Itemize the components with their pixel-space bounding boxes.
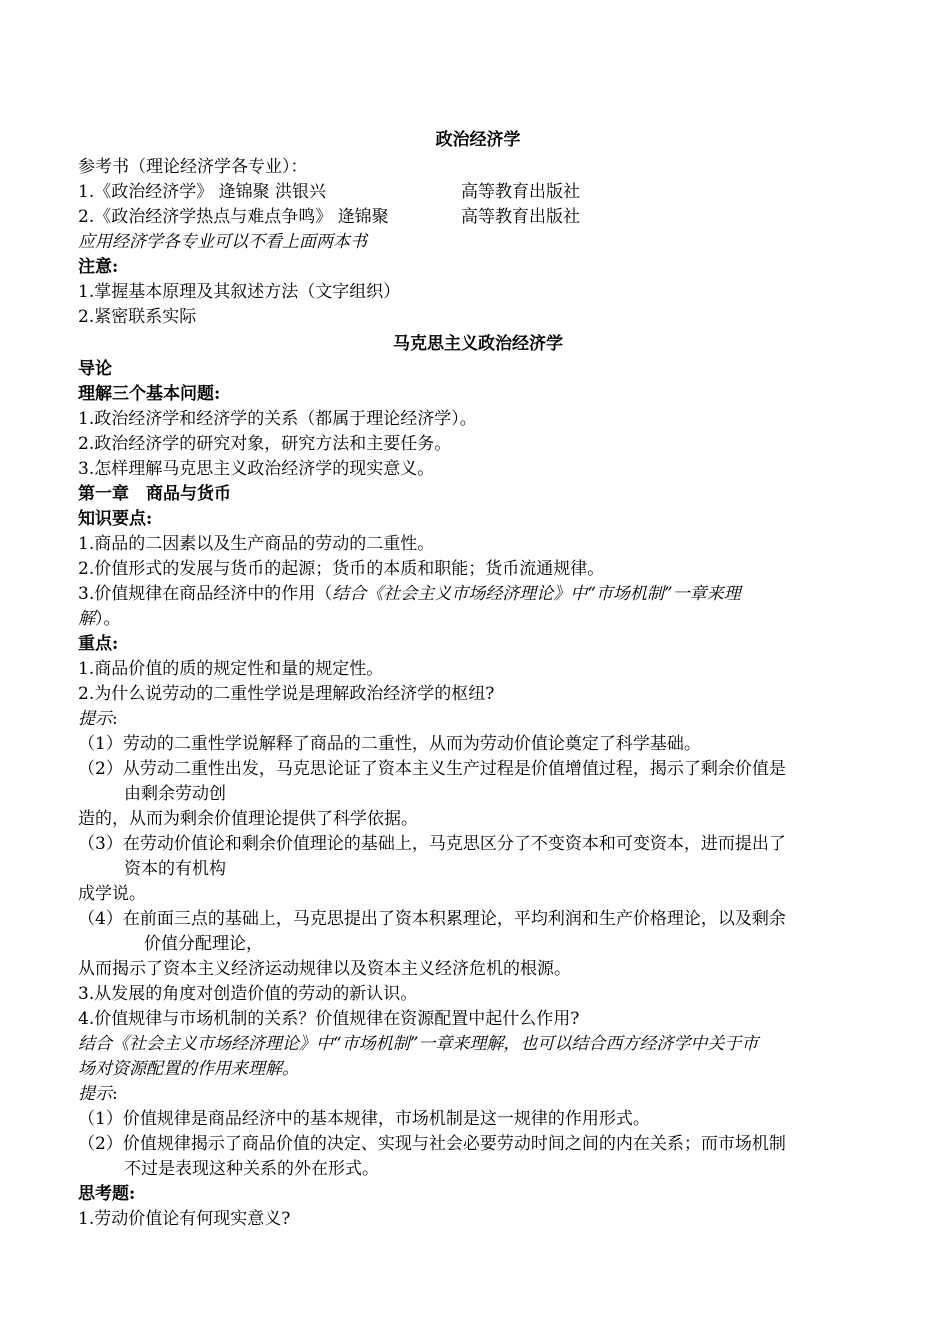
hint-colon: : — [112, 709, 118, 729]
key-item: 1.商品价值的质的规定性和量的规定性。 — [78, 659, 384, 679]
key-item: 2.为什么说劳动的二重性学说是理解政治经济学的枢纽? — [78, 684, 495, 704]
hint-label-text: 提示 — [78, 709, 112, 729]
reference-heading: 参考书（理论经济学各专业）： — [78, 157, 308, 177]
hint-item: （3）在劳动价值论和剩余价值理论的基础上，马克思区分了不变资本和可变资本，进而提出了 — [78, 834, 786, 854]
hint-item-cont: 由剩余劳动创 — [124, 784, 226, 804]
hint-item-cont: 价值分配理论， — [144, 934, 263, 954]
knowledge-item: 2.价值形式的发展与货币的起源；货币的本质和职能；货币流通规律。 — [78, 559, 605, 579]
knowledge-item-3-italic: 结合《社会主义市场经济理论》中“市场机制”一章来理 — [332, 584, 741, 604]
knowledge-item-3 — [78, 582, 878, 607]
document-title: 政治经济学 — [435, 130, 521, 150]
hint-item-cont: 成学说。 — [78, 884, 146, 904]
hint-label-2 — [78, 1082, 878, 1107]
key-heading: 重点: — [78, 634, 119, 654]
hint-label-2-text: 提示 — [78, 1084, 112, 1104]
hint-item: （2）从劳动二重性出发，马克思论证了资本主义生产过程是价值增值过程，揭示了剩余价值是 — [78, 759, 786, 779]
hint-item-cont: 资本的有机构 — [124, 859, 226, 879]
intro-heading: 导论 — [78, 359, 112, 379]
hint-item: （4）在前面三点的基础上，马克思提出了资本积累理论，平均利润和生产价格理论，以及剩余 — [78, 909, 786, 929]
book-1-title: 1.《政治经济学》 逄锦聚 洪银兴 — [78, 182, 327, 202]
hint-item-cont: 不过是表现这种关系的外在形式。 — [124, 1159, 379, 1179]
hint-item: （2）价值规律揭示了商品价值的决定、实现与社会必要劳动时间之间的内在关系；而市场机制 — [78, 1134, 786, 1154]
knowledge-item-3-prefix: 3.价值规律在商品经济中的作用（ — [78, 584, 333, 604]
intro-item: 1.政治经济学和经济学的关系（都属于理论经济学）。 — [78, 409, 477, 429]
hint-item-cont: 造的，从而为剩余价值理论提供了科学依据。 — [78, 809, 418, 829]
reference-book-2 — [78, 205, 878, 230]
key-item-note: 结合《社会主义市场经济理论》中“市场机制”一章来理解，也可以结合西方经济学中关于市 — [78, 1034, 759, 1054]
intro-item: 3.怎样理解马克思主义政治经济学的现实意义。 — [78, 459, 435, 479]
question-item: 1.劳动价值论有何现实意义? — [78, 1209, 291, 1229]
knowledge-item-3-cont — [78, 607, 878, 632]
attention-heading: 注意: — [78, 257, 119, 277]
book-2-title: 2.《政治经济学热点与难点争鸣》 逄锦聚 — [78, 207, 389, 227]
hint-item: （1）劳动的二重性学说解释了商品的二重性，从而为劳动价值论奠定了科学基础。 — [78, 734, 701, 754]
knowledge-heading: 知识要点: — [78, 509, 153, 529]
attention-item: 1.掌握基本原理及其叙述方法（文字组织） — [78, 282, 401, 302]
reference-note: 应用经济学各专业可以不看上面两本书 — [78, 232, 367, 252]
book-1-publisher: 高等教育出版社 — [461, 182, 580, 202]
book-2-publisher: 高等教育出版社 — [461, 207, 580, 227]
key-item-note-cont: 场对资源配置的作用来理解。 — [78, 1059, 299, 1079]
knowledge-item-3-italic-end: 解 — [78, 609, 95, 629]
attention-item: 2.紧密联系实际 — [78, 307, 197, 327]
section-subtitle: 马克思主义政治经济学 — [393, 334, 563, 354]
key-item: 3.从发展的角度对创造价值的劳动的新认识。 — [78, 984, 418, 1004]
questions-heading: 思考题: — [78, 1184, 136, 1204]
intro-item: 2.政治经济学的研究对象，研究方法和主要任务。 — [78, 434, 452, 454]
knowledge-item-3-suffix: ）。 — [95, 609, 121, 629]
intro-subheading: 理解三个基本问题: — [78, 384, 221, 404]
hint-item-cont: 从而揭示了资本主义经济运动规律以及资本主义经济危机的根源。 — [78, 959, 571, 979]
reference-book-1 — [78, 180, 878, 205]
hint-item: （1）价值规律是商品经济中的基本规律，市场机制是这一规律的作用形式。 — [78, 1109, 650, 1129]
key-item: 4.价值规律与市场机制的关系？价值规律在资源配置中起什么作用? — [78, 1009, 580, 1029]
document-page — [78, 118, 878, 1232]
knowledge-item: 1.商品的二因素以及生产商品的劳动的二重性。 — [78, 534, 435, 554]
chapter-heading: 第一章 商品与货币 — [78, 484, 231, 504]
hint-colon-2: : — [112, 1084, 118, 1104]
hint-label — [78, 707, 878, 732]
